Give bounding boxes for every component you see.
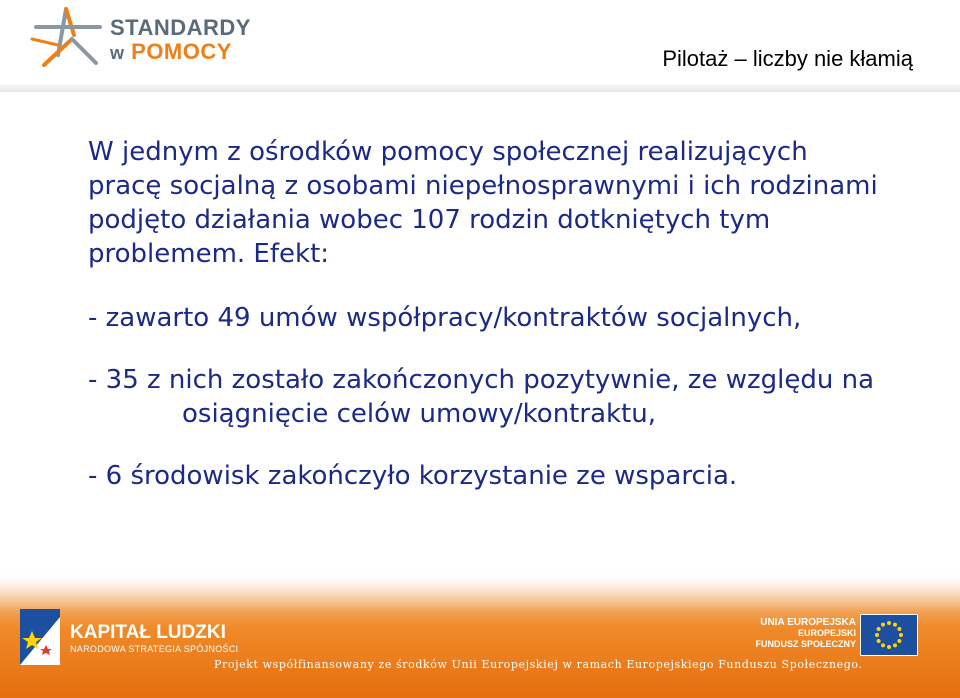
eu-label-line: UNIA EUROPEJSKA bbox=[760, 617, 856, 628]
bullet-item bbox=[88, 301, 928, 335]
intro-line: podjęto działania wobec 107 rodzin dotkniętych tym bbox=[88, 205, 771, 235]
logo-text-standardy: STANDARDY bbox=[110, 15, 251, 40]
bullet-item bbox=[88, 459, 928, 493]
kapital-ludzki-icon bbox=[18, 607, 64, 667]
bullet-text: - 6 środowisk zakończyło korzystanie ze wsparcia. bbox=[88, 461, 738, 491]
funding-note: Projekt współfinansowany ze środków Unii Europejskiej w ramach Europejskiego Funduszu Społecznego. bbox=[214, 658, 863, 671]
star-logo-icon bbox=[28, 5, 108, 75]
intro-paragraph bbox=[88, 135, 928, 271]
logo-text-pomocy bbox=[110, 39, 232, 65]
intro-line: pracę socjalną z osobami niepełnosprawnymi i ich rodzinami bbox=[88, 171, 878, 201]
eu-label-line: EUROPEJSKI bbox=[797, 628, 856, 638]
footer-ribbon bbox=[0, 572, 960, 612]
main-content bbox=[88, 135, 928, 521]
eu-label bbox=[755, 617, 856, 650]
bullet-text: - zawarto 49 umów współpracy/kontraktów socjalnych, bbox=[88, 303, 802, 333]
eu-flag-icon bbox=[860, 614, 918, 656]
header-divider bbox=[0, 84, 960, 92]
standardy-logo bbox=[28, 5, 251, 75]
logo-text-w: w bbox=[110, 43, 125, 63]
bullet-text: - 35 z nich zostało zakończonych pozytywnie, ze względu na bbox=[88, 365, 875, 395]
bullet-item bbox=[88, 363, 928, 431]
logo-text-pomocy-word: POMOCY bbox=[131, 39, 232, 64]
kapital-ludzki-subtitle: NARODOWA STRATEGIA SPÓJNOŚCI bbox=[70, 644, 239, 654]
bullet-continuation: osiągnięcie celów umowy/kontraktu, bbox=[182, 399, 656, 429]
kapital-ludzki-name: KAPITAŁ LUDZKI bbox=[70, 622, 226, 643]
intro-line: problemem. Efekt: bbox=[88, 239, 330, 269]
eu-label-line: FUNDUSZ SPOŁECZNY bbox=[755, 639, 856, 649]
footer-band bbox=[0, 572, 960, 698]
intro-line: W jednym z ośrodków pomocy społecznej realizujących bbox=[88, 137, 808, 167]
page-title: Pilotaż – liczby nie kłamią bbox=[662, 46, 913, 71]
eu-stars-icon bbox=[861, 615, 917, 655]
